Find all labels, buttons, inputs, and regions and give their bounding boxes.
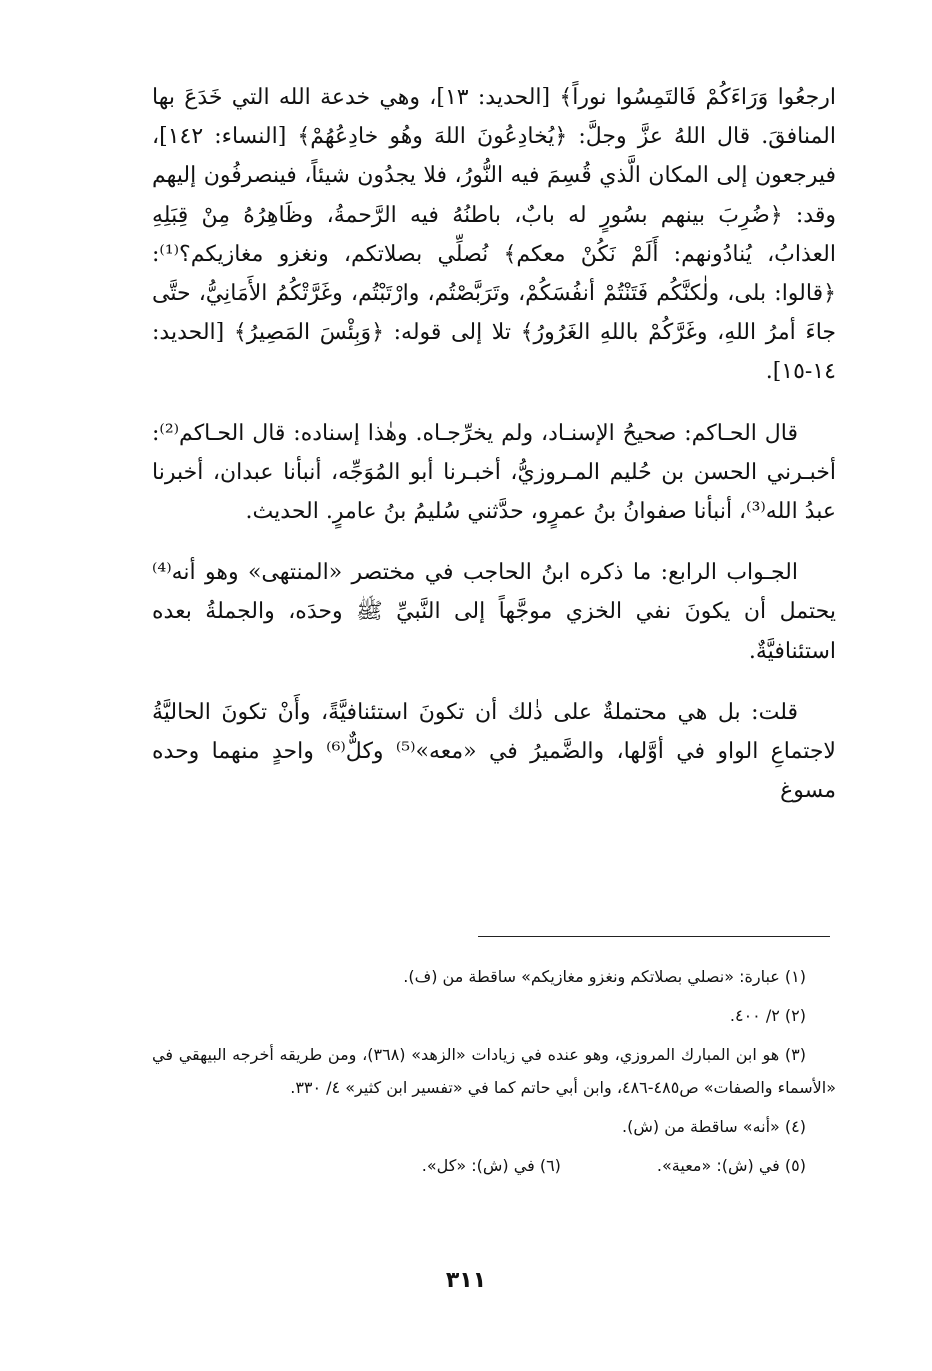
footnote-5: (٥) في (ش): «معية». — [656, 1156, 806, 1175]
footnote-3: (٣) هو ابن المبارك المروزي، وهو عنده في زيادات «الزهد» (٣٦٨)، ومن طريقه أخرجه البيهقي في «الأسماء والصفات» ص٤٨٥-٤٨٦، وابن أبي حاتم كما في «تفسير ابن كثير» ٤/ ٣٣٠. — [152, 1045, 836, 1097]
footnote-6: (٦) في (ش): «كل». — [421, 1156, 561, 1175]
paragraph-fourth-answer: الجـواب الرابع: ما ذكره ابنُ الحاجب في مختصر «المنتهى» وهو أنه⁽⁴⁾ يحتمل أن يكونَ نفي الخزي موجَّهاً إلى النَّبيِّ ﷺ وحدَه، والجملةُ بعده استئنافيَّةٌ. — [152, 560, 836, 664]
footnote-1: (١) عبارة: «نصلي بصلاتكم ونغزو مغازيكم» ساقطة من (ف). — [403, 967, 806, 986]
paragraph-continuation: ارجعُوا وَرَاءَكُمْ فَالتَمِسُوا نوراً﴾ [الحديد: ١٣]، وهي خدعة الله التي خَدَعَ بها المنافقَ. قال اللهُ عزَّ وجلَّ: ﴿يُخادِعُونَ اللهَ وهُو خادِعُهُمْ﴾ [النساء: ١٤٢]، فيرجعون إلى المكان الَّذي قُسِمَ فيه النُّورُ، فلا يجدُون شيئاً، فينصرفُون إليهم وقد: ﴿ضُرِبَ بينهم بسُورٍ له بابٌ، باطنُهُ فيه الرَّحمةُ، وظَاهِرُهُ مِنْ قِبَلِهِ العذابُ، يُنادُونهم: أَلَمْ نَكُنْ معكم﴾ نُصلِّي بصلاتكم، ونغزو مغازيكم؟⁽¹⁾: ﴿قالوا: بلى، ولٰكنَّكُم فَتَنْتُمْ أنفُسَكُمْ، وتَرَبَّصْتُم، وارْتَبْتُم، وغَرَّتْكُمُ الأَمَانِيُّ، حتَّى جاءَ أمرُ اللهِ، وغَرَّكُمْ باللهِ الغَرُورُ﴾ تلا إلى قوله: ﴿وَبِئْسَ المَصِيرُ﴾ [الحديد: ١٤-١٥]. — [152, 85, 836, 385]
footnotes — [152, 960, 836, 1182]
main-text — [152, 78, 836, 832]
paragraph-qultu: قلت: بل هي محتملةٌ على ذٰلك أن تكونَ استئنافيَّةً، وأَنْ تكونَ الحاليَّةُ لاجتماعِ الواو في أوَّلها، والضَّميرُ في «معه»⁽⁵⁾ وكلٌّ⁽⁶⁾ واحدٍ منهما وحده مسوغ — [152, 699, 836, 804]
paragraph-hakim: قال الحـاكم: صحيحُ الإسنـاد، ولم يخرِّجـاه. وهٰذا إسناده: قال الحـاكم⁽²⁾: أخبـرني الحسن بن حُليم المـروزيُّ، أخبـرنا أبو المُوَجِّه، أنبأنا عبدان، أخبرنا عبدُ الله⁽³⁾، أنبأنا صفوانُ بنُ عمرٍو، حدَّثني سُليمُ بنُ عامرٍ. الحديث. — [152, 420, 836, 525]
footnote-row-5-6 — [152, 1149, 836, 1182]
footnote-4: (٤) «أنه» ساقطة من (ش). — [622, 1117, 806, 1136]
footnote-separator — [478, 936, 830, 937]
page-number: ٣١١ — [445, 1268, 487, 1293]
footnote-2: (٢) ٢/ ٤٠٠. — [729, 1006, 806, 1025]
